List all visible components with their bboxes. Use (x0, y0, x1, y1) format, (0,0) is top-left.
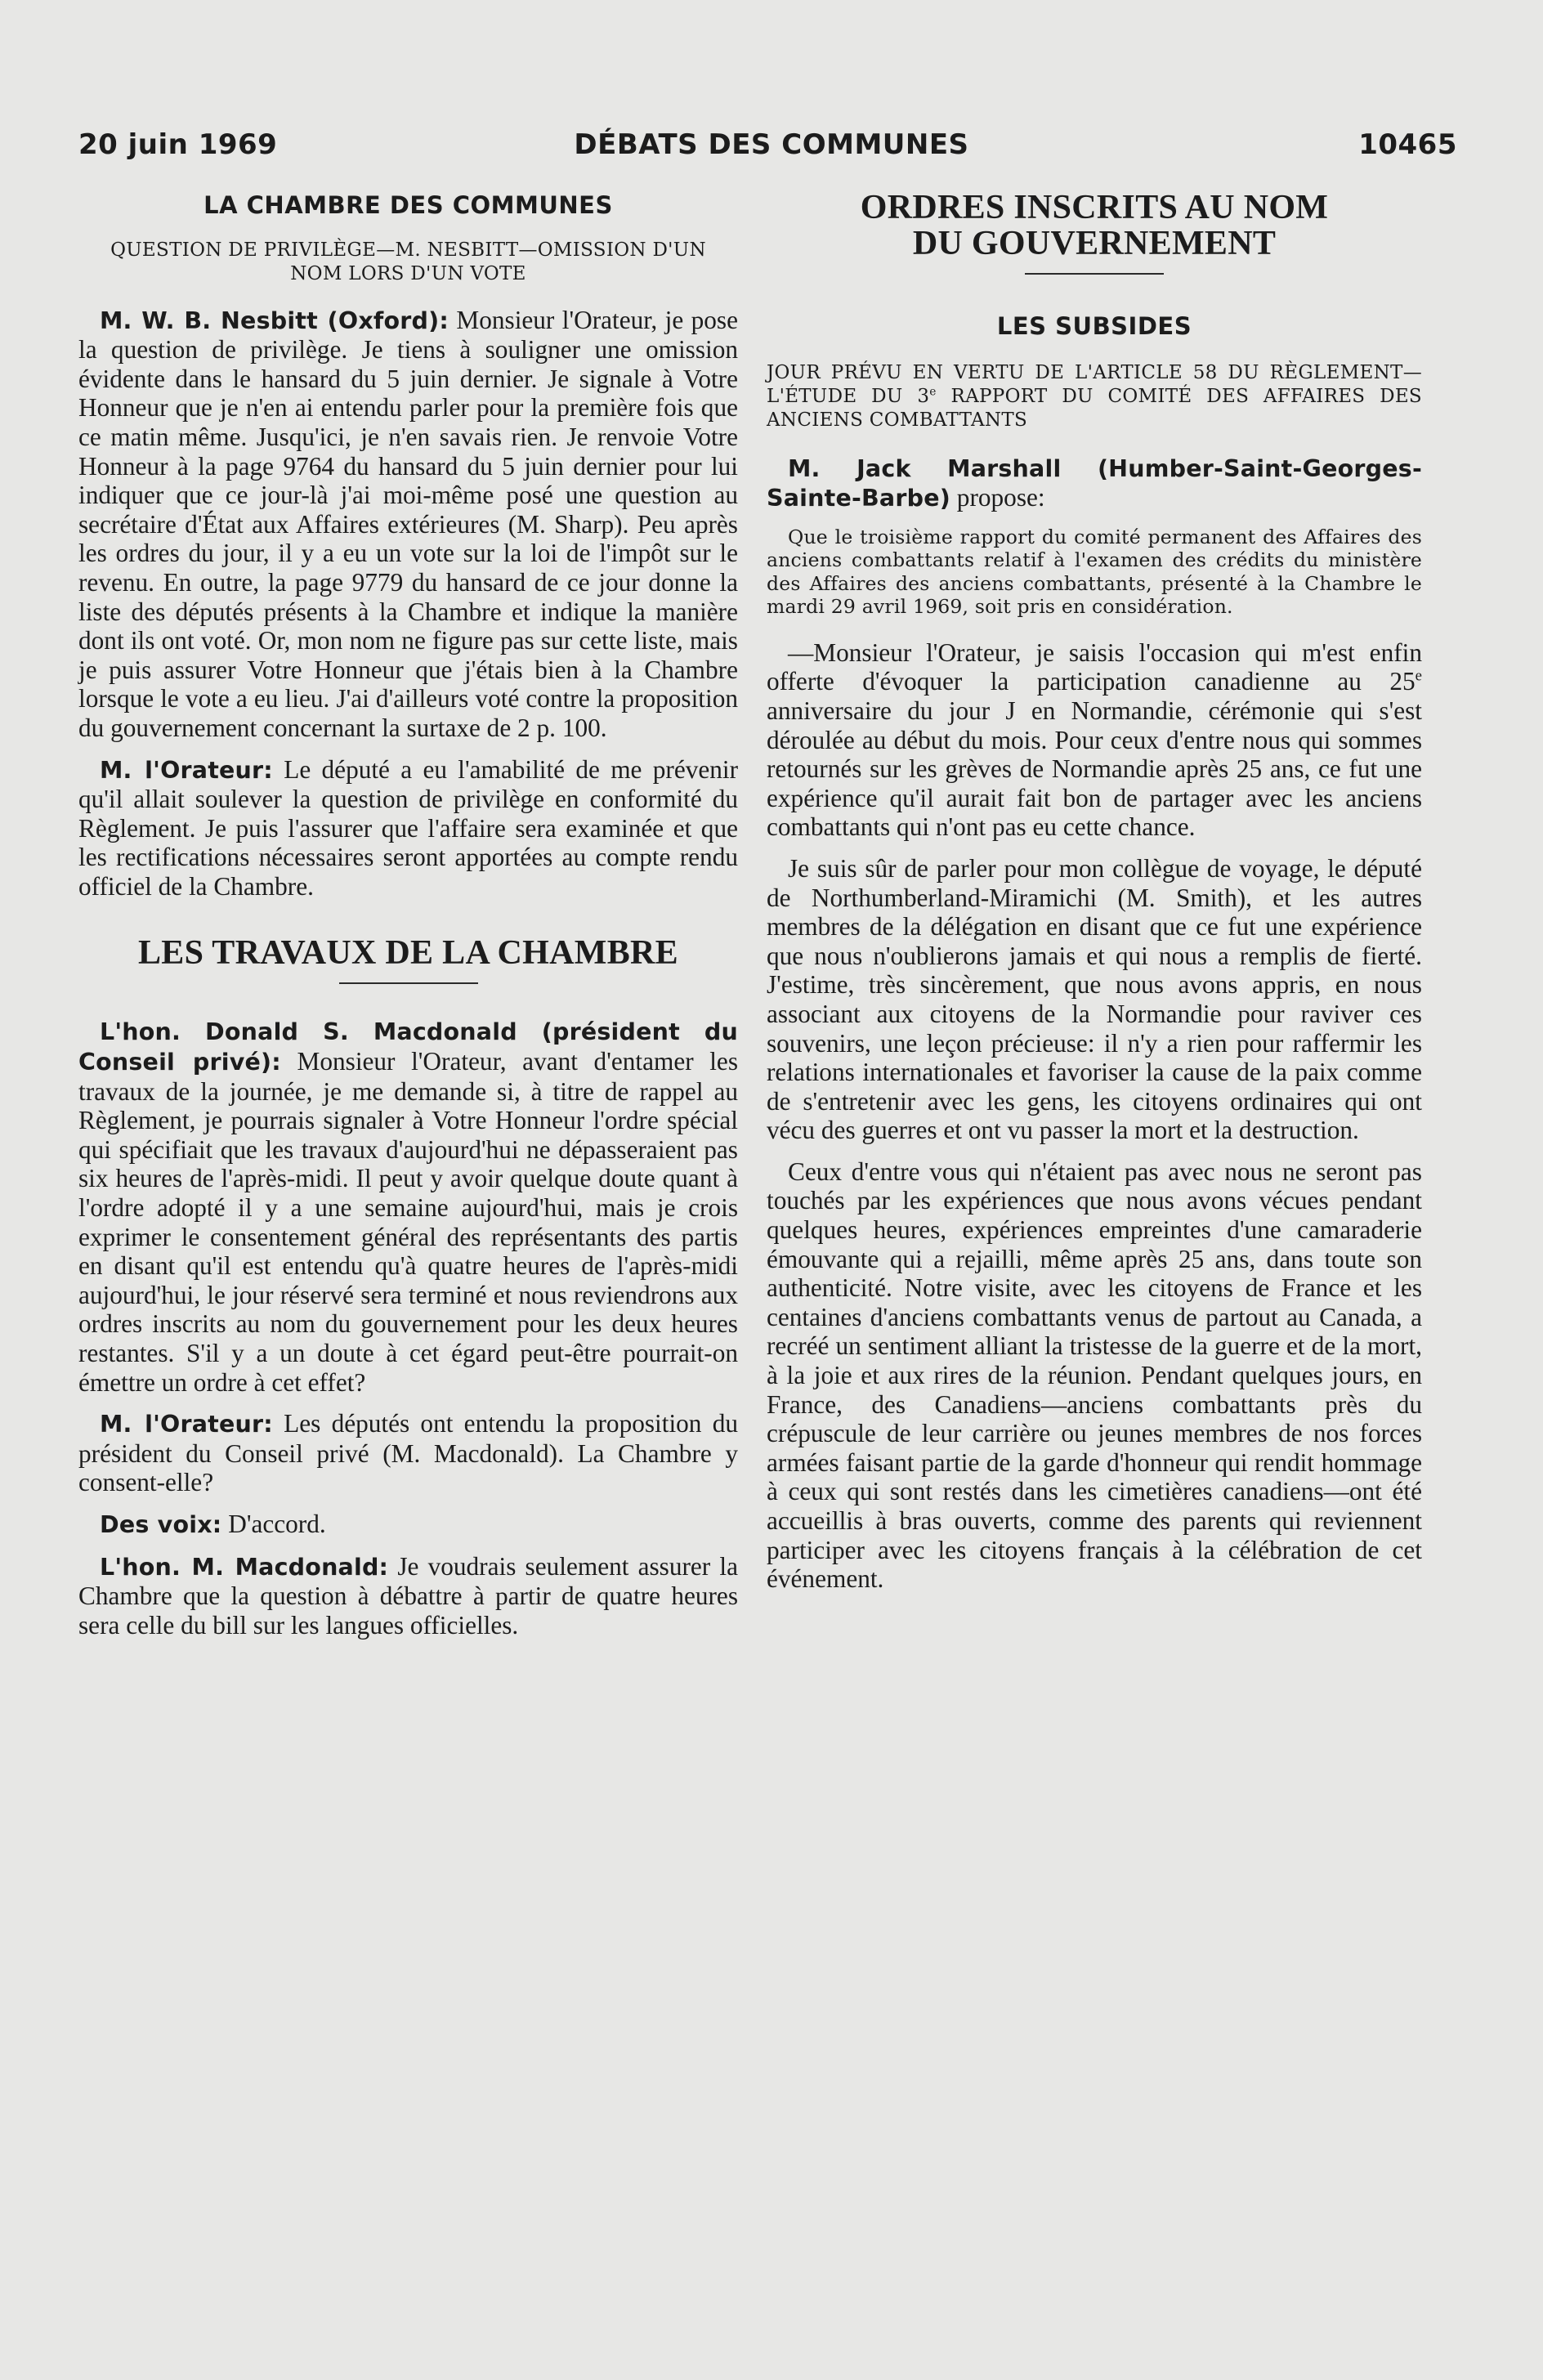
privilege-subheading: QUESTION DE PRIVILÈGE—M. NESBITT—OMISSION D'UN NOM LORS D'UN VOTE (110, 239, 706, 284)
text-macdonald-2: Je voudrais seulement assurer la Chambre que la question à débattre à partir de quatre heures sera celle du bill sur les langues officielles. (78, 1551, 738, 1640)
text-marshall: propose: (956, 483, 1045, 512)
right-column (767, 190, 1422, 1606)
speaker-nesbitt: M. W. B. Nesbitt (Oxford): (100, 306, 449, 334)
motion-quote: Que le troisième rapport du comité permanent des Affaires des anciens combattants relatif à l'examen des crédits du ministère des Affaires des anciens combattants, présenté à la Chambre le mardi 29 avril 1969, soit pris en considération. (767, 525, 1422, 619)
header-page-number: 10465 (1358, 128, 1457, 161)
text-orateur-1: Le député a eu l'amabilité de me prévenir qu'il allait soulever la question de privilège en conformité du Règlement. Je puis l'assurer que l'affaire sera examinée et que les rectifications nécessaires seront apportées au compte rendu officiel de la Chambre. (78, 754, 739, 901)
text-des-voix: D'accord. (228, 1509, 326, 1538)
paragraph-orateur-1 (78, 755, 738, 901)
section-heading-subsides: LES SUBSIDES (996, 312, 1192, 340)
text-r2-superscript: e (1415, 667, 1422, 685)
title-ordres: ORDRES INSCRITS AU NOM DU GOUVERNEMENT (860, 189, 1329, 262)
subheading-part-b: RAPPORT DU COMITÉ DES AFFAIRES DES ANCIENS COMBATTANTS (767, 385, 1422, 431)
subheading-superscript: e (929, 384, 937, 398)
text-orateur-2: Les députés ont entendu la proposition du président du Conseil privé (M. Macdonald). La Chambre y consent-elle? (78, 1409, 738, 1497)
paragraph-orateur-2 (78, 1409, 738, 1497)
text-r2-a: —Monsieur l'Orateur, je saisis l'occasion qui m'est enfin offerte d'évoquer la participation canadienne au 25 (767, 638, 1422, 696)
left-column (78, 190, 738, 1652)
title-travaux: LES TRAVAUX DE LA CHAMBRE (137, 934, 678, 973)
paragraph-macdonald-2 (78, 1552, 738, 1640)
speaker-orateur-2: M. l'Orateur: (100, 1411, 273, 1438)
paragraph-marshall (767, 454, 1422, 513)
title-rule-right (1025, 273, 1164, 275)
speaker-macdonald: L'hon. Donald S. Macdonald (président du Conseil privé): (78, 1018, 738, 1076)
paragraph-r4: Ceux d'entre vous qui n'étaient pas avec nous ne seront pas touchés par les expériences que nous avons vécues pendant quelques heures, expériences empreintes d'une camaraderie émouvante qui a rejailli, même après 25 ans, dans toute son authenticité. Notre visite, avec les citoyens de France et les centaines d'anciens combattants venus de partout au Canada, a recréé un sentiment alliant la tristesse de la guerre et de la mort, à la joie et aux rires de la réunion. Pendant quelques jours, en France, des Canadiens—anciens combattants près du crépuscule de leur carrière ou jeunes membres de nos forces armées faisant partie de la garde d'honneur qui rendit hommage à ceux qui sont restés dans les cimetières canadiens—ont été accueillis à bras ouverts, comme des parents qui reviennent participer avec les citoyens français à la célébration de cet événement. (767, 1156, 1422, 1594)
subheading-part-a: JOUR PRÉVU EN VERTU DE L'ARTICLE 58 DU RÈGLEMENT—L'ÉTUDE DU 3 (767, 361, 1422, 407)
paragraph-des-voix (78, 1510, 738, 1540)
paragraph-r2 (767, 638, 1422, 842)
speaker-macdonald-2: L'hon. M. Macdonald: (100, 1553, 389, 1581)
speaker-des-voix: Des voix: (100, 1510, 222, 1538)
text-macdonald: Monsieur l'Orateur, avant d'entamer les travaux de la journée, je me demande si, à titre de rappel au Règlement, je pourrais signaler à Votre Honneur l'ordre spécial qui spécifiait que les travaux d'aujourd'hui ne dépasseraient pas six heures de l'après-midi. Il peut y avoir quelque doute quant à l'ordre adopté il y a une semaine aujourd'hui, mais je crois exprimer le consentement général des représentants des partis en disant qu'il est entendu qu'à quatre heures de l'après-midi aujourd'hui, le jour réservé sera terminé et nous reviendrons aux ordres inscrits au nom du gouvernement pour les deux heures restantes. S'il y a un doute à cet égard peut-être pourrait-on émettre un ordre à cet effet? (78, 1047, 739, 1397)
speaker-marshall: M. Jack Marshall (Humber-Saint-Georges-Sainte-Barbe) (767, 454, 1422, 512)
title-rule-left (339, 982, 478, 984)
speaker-orateur-1: M. l'Orateur: (100, 756, 273, 784)
section-heading-chambre: LA CHAMBRE DES COMMUNES (203, 191, 613, 219)
header-title: DÉBATS DES COMMUNES (574, 128, 969, 161)
subsides-subheading (767, 361, 1422, 432)
paragraph-nesbitt (78, 306, 738, 743)
paragraph-macdonald (78, 1017, 738, 1397)
text-r2-b: anniversaire du jour J en Normandie, cérémonie qui s'est déroulée au début du mois. Pour ceux d'entre nous qui sommes retournés sur les grèves de Normandie après 25 ans, ce fut une expérience qu'il aurait fait bon de partager avec les anciens combattants qui n'ont pas eu cette chance. (767, 696, 1422, 842)
header-date: 20 juin 1969 (78, 128, 278, 161)
text-nesbitt: Monsieur l'Orateur, je pose la question de privilège. Je tiens à souligner une omission évidente dans le hansard du 5 juin dernier. Je signale à Votre Honneur que je n'en ai entendu parler pour la première fois que ce matin même. Jusqu'ici, je n'en savais rien. Je renvoie Votre Honneur à la page 9764 du hansard du 5 juin dernier pour lui indiquer que ce jour-là j'ai moi-même posé une question au secrétaire d'État aux Affaires extérieures (M. Sharp). Peu après les ordres du jour, il y a eu un vote sur la loi de l'impôt sur le revenu. En outre, la page 9779 du hansard de ce jour donne la liste des députés présents à la Chambre et indique la manière dont ils ont voté. Or, mon nom ne figure pas sur cette liste, mais je puis assurer Votre Honneur que j'étais bien à la Chambre lorsque le vote a eu lieu. J'ai d'ailleurs voté contre la proposition du gouvernement concernant la surtaxe de 2 p. 100. (78, 305, 739, 742)
paragraph-r3: Je suis sûr de parler pour mon collègue de voyage, le député de Northumberland-Miramichi (M. Smith), et les autres membres de la délégation en disant que ce fut une expérience que nous n'oublierons jamais et qui nous a remplis de fierté. J'estime, très sincèrement, que nous avons appris, en nous associant aux citoyens de la Normandie pour raviver ces souvenirs, une leçon précieuse: il n'y a rien pour raffermir les relations internationales et favoriser la cause de la paix comme de s'entretenir avec les gens, les citoyens ordinaires qui ont vécu des guerres et ont vu passer la mort et la destruction. (767, 853, 1422, 1145)
